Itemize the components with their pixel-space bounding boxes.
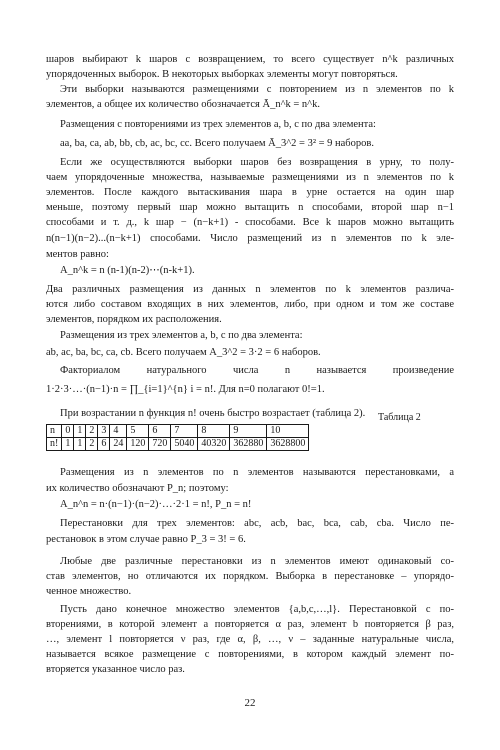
text-line: n(n−1)(n−2)...(n−k+1) способами. Число размещений из n элементов по k эле- [46, 233, 454, 244]
text-line: элементов, а общее их количество обозначается Ā_n^k = n^k. [46, 99, 320, 110]
text-line: Размещения из трех элементов a, b, c по два элемента: [60, 330, 303, 341]
table-cell: 362880 [230, 438, 267, 451]
table-cell: 8 [198, 425, 230, 438]
text-line: aa, ba, ca, ab, bb, cb, ac, bc, cc. Всего получаем Ā_3^2 = 3² = 9 наборов. [60, 138, 374, 149]
table-cell: 1 [74, 438, 86, 451]
table-cell: 3 [98, 425, 110, 438]
text-line: Эти выборки называются размещениями с повторением из n элементов по k [60, 84, 454, 95]
table-cell: 9 [230, 425, 267, 438]
table-cell: 5 [127, 425, 149, 438]
formula: A_n^n = n·(n−1)·(n−2)·…·2·1 = n!, P_n = n! [60, 499, 252, 510]
formula: A_n^k = n (n-1)(n-2)⋯(n-k+1). [60, 265, 195, 276]
text-line: Размещения с повторениями из трех элементов a, b, c по два элемента: [60, 119, 376, 130]
text-line: Перестановки для трех элементов: abc, acb, bac, bca, cab, cba. Число пе- [60, 518, 454, 529]
text-line: чаем упорядоченные множества, называемые размещениями из n элементов по k [46, 172, 454, 183]
text-line: Если же осуществляются выборки шаров без возвращения в урну, то полу- [60, 157, 454, 168]
text-line: ментов равно: [46, 249, 109, 260]
text-line: их количество обозначают P_n; поэтому: [46, 483, 229, 494]
formula: 1·2·3·…·(n−1)·n = ∏_{i=1}^{n} i = n!. Для n=0 полагают 0!=1. [46, 384, 325, 395]
factorial-table [46, 424, 309, 451]
table-caption: Таблица 2 [378, 412, 421, 423]
text-line: меньше, поэтому первый шар можно вытащить n способами, второй шар n−1 [46, 202, 454, 213]
text-line: называется всякое размещение с повторениями, в котором каждый элемент по- [46, 649, 454, 660]
text-line: элементов. После каждого вытаскивания шара в урне остается на один шар [46, 187, 454, 198]
table-cell: 7 [171, 425, 198, 438]
page-number: 22 [244, 697, 256, 709]
table-cell: 3628800 [267, 438, 309, 451]
text-line: вторениями, в которой элемент a повторяется α раз, элемент b повторяется β раз, [46, 619, 454, 630]
text-line: став элементов, но отличаются их порядком. Выборка в перестановке – упорядо- [46, 571, 454, 582]
table-cell: 6 [98, 438, 110, 451]
table-cell: 0 [62, 425, 74, 438]
text-line: шаров выбирают k шаров с возвращением, то всего существует n^k различных [46, 54, 454, 65]
table-cell: 720 [149, 438, 171, 451]
table-cell: 120 [127, 438, 149, 451]
table-cell: 24 [110, 438, 127, 451]
text-line: При возрастании n функция n! очень быстро возрастает (таблица 2). [60, 408, 366, 419]
text-line: Любые две различные перестановки из n элементов имеют одинаковый со- [60, 556, 454, 567]
table-cell: 6 [149, 425, 171, 438]
table-cell: 2 [86, 425, 98, 438]
text-line: ются либо составом входящих в них элементов, либо, при одном и том же составе [46, 299, 454, 310]
text-line: упорядоченных выборок. В некоторых выборках элементы могут повторяться. [46, 69, 398, 80]
text-line: Факториалом натурального числа n называется произведение [60, 365, 454, 376]
table-cell: 40320 [198, 438, 230, 451]
text-line: …, элемент l повторяется ν раз, где α, β, …, ν – заданные натуральные числа, [46, 634, 454, 645]
text-line: Размещения из n элементов по n элементов называются перестановками, а [60, 467, 454, 478]
table-cell: n [47, 425, 62, 438]
text-line: элементов, порядком их расположения. [46, 314, 222, 325]
text-line: вторяется указанное число раз. [46, 664, 185, 675]
text-line: Два различных размещения из данных n элементов по k элементов различа- [46, 284, 454, 295]
table-cell: 1 [62, 438, 74, 451]
table-row [47, 438, 309, 451]
text-line: способами и т. д., k шар − (n−k+1) - способами. Все k шаров можно вытащить [46, 217, 454, 228]
table-cell: 4 [110, 425, 127, 438]
text-line: рестановок в этом случае равно P_3 = 3! = 6. [46, 534, 246, 545]
table-row [47, 425, 309, 438]
text-line: ченное множество. [46, 586, 132, 597]
table-cell: 2 [86, 438, 98, 451]
table-cell: 5040 [171, 438, 198, 451]
table-cell: 1 [74, 425, 86, 438]
table-cell: n! [47, 438, 62, 451]
table-cell: 10 [267, 425, 309, 438]
text-line: ab, ac, ba, bc, ca, cb. Всего получаем A_3^2 = 3·2 = 6 наборов. [46, 347, 321, 358]
text-line: Пусть дано конечное множество элементов {a,b,c,…,l}. Перестановкой с по- [60, 604, 454, 615]
